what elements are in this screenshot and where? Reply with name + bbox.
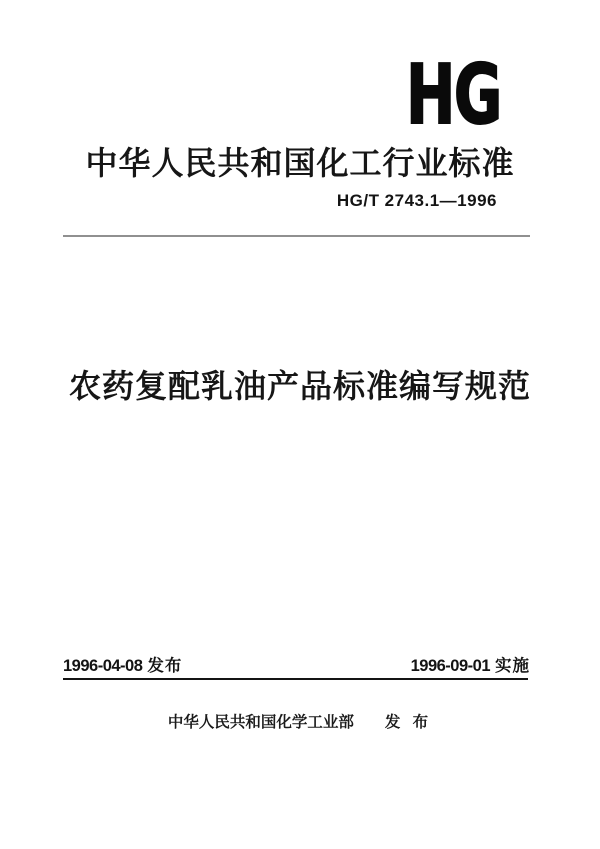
publisher-line bbox=[0, 713, 600, 733]
publisher-action: 发 布 bbox=[384, 714, 433, 731]
issue-date bbox=[63, 656, 182, 676]
implementation-date-value: 1996-09-01 bbox=[410, 657, 490, 675]
publisher-name: 中华人民共和国化学工业部 bbox=[167, 714, 354, 731]
standard-category-title: 中华人民共和国化工行业标准 bbox=[85, 145, 515, 181]
standard-number: HG/T 2743.1—1996 bbox=[336, 191, 497, 210]
dates-row bbox=[63, 656, 530, 676]
implementation-date bbox=[411, 656, 530, 676]
hg-logo: HG bbox=[406, 48, 501, 143]
issue-date-value: 1996-04-08 bbox=[63, 657, 143, 675]
header-divider bbox=[63, 235, 530, 237]
dates-divider bbox=[63, 678, 528, 680]
implementation-date-label: 实施 bbox=[495, 657, 530, 675]
document-title: 农药复配乳油产品标准编写规范 bbox=[68, 368, 531, 404]
issue-date-label: 发布 bbox=[147, 657, 183, 675]
